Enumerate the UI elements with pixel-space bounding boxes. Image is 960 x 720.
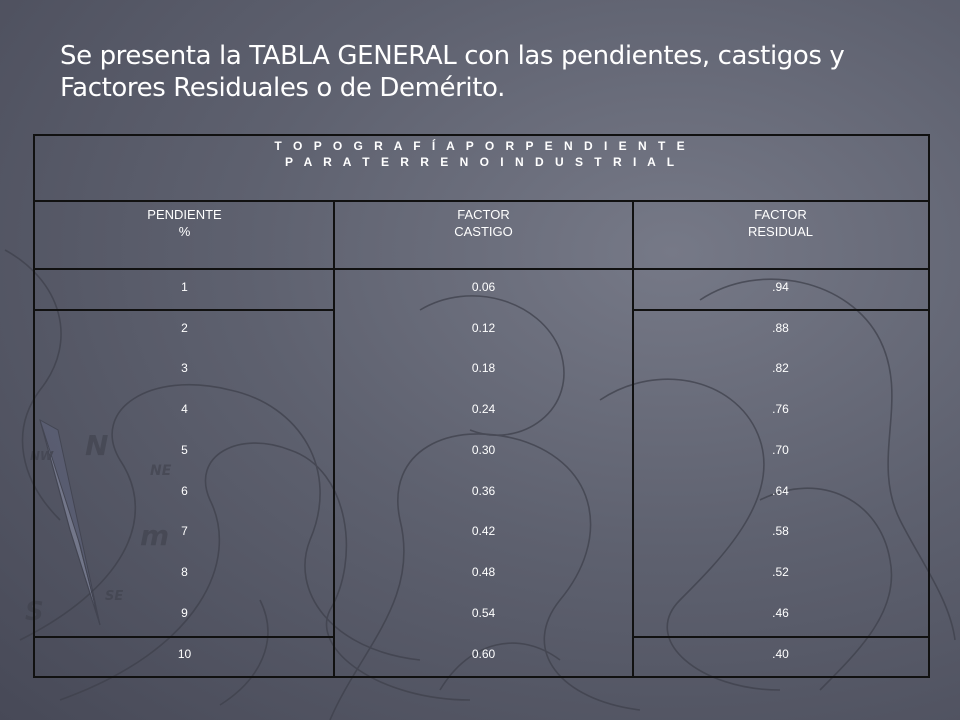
cell-pendiente: 1 bbox=[181, 280, 188, 294]
table-header-line2: P A R A T E R R E N O I N D U S T R I A L bbox=[284, 155, 679, 169]
col-header-pendiente-line1: PENDIENTE bbox=[147, 207, 222, 222]
compass-n-label: N bbox=[85, 429, 109, 462]
cell-castigo: 0.54 bbox=[471, 606, 496, 620]
cell-pendiente: 6 bbox=[181, 484, 188, 498]
cell-residual: .82 bbox=[772, 361, 789, 375]
cell-pendiente: 4 bbox=[181, 402, 188, 416]
compass-ne-label: NE bbox=[150, 463, 172, 479]
cell-castigo: 0.42 bbox=[471, 524, 496, 538]
row-rule-before-last-left bbox=[35, 636, 333, 638]
cell-pendiente: 2 bbox=[181, 321, 188, 335]
col-header-castigo-line1: FACTOR bbox=[457, 207, 510, 222]
cell-pendiente: 7 bbox=[181, 524, 188, 538]
row-rule-after-row1-right bbox=[634, 309, 928, 311]
col-header-pendiente-line2: % bbox=[178, 224, 191, 239]
cell-pendiente: 8 bbox=[181, 565, 188, 579]
cell-residual: .64 bbox=[772, 484, 789, 498]
row-rule-after-headers bbox=[35, 268, 928, 270]
cell-pendiente: 9 bbox=[181, 606, 188, 620]
row-rule-before-last-right bbox=[634, 636, 928, 638]
col-header-castigo bbox=[334, 202, 633, 270]
cell-castigo: 0.36 bbox=[471, 484, 496, 498]
cell-residual: .40 bbox=[772, 647, 789, 661]
col-header-residual bbox=[633, 202, 928, 270]
cell-residual: .52 bbox=[772, 565, 789, 579]
compass-m-label: m bbox=[140, 519, 170, 552]
table-header bbox=[35, 136, 928, 202]
column-divider-2 bbox=[632, 202, 634, 676]
row-rule-after-row1-left bbox=[35, 309, 333, 311]
column-divider-1 bbox=[333, 202, 335, 676]
col-header-castigo-line2: CASTIGO bbox=[454, 224, 513, 239]
cell-castigo: 0.24 bbox=[471, 402, 496, 416]
cell-castigo: 0.60 bbox=[471, 647, 496, 661]
cell-residual: .70 bbox=[772, 443, 789, 457]
cell-castigo: 0.30 bbox=[471, 443, 496, 457]
col-header-residual-line2: RESIDUAL bbox=[747, 224, 814, 239]
compass-nw-label: NW bbox=[30, 449, 54, 463]
table-header-line1: T O P O G R A F Í A P O R P E N D I E N T E bbox=[274, 139, 689, 153]
col-header-residual-line1: FACTOR bbox=[754, 207, 807, 222]
cell-residual: .88 bbox=[772, 321, 789, 335]
cell-pendiente: 5 bbox=[181, 443, 188, 457]
cell-pendiente: 3 bbox=[181, 361, 188, 375]
cell-residual: .46 bbox=[772, 606, 789, 620]
cell-pendiente: 10 bbox=[177, 647, 192, 661]
cell-residual: .58 bbox=[772, 524, 789, 538]
slide-title: Se presenta la TABLA GENERAL con las pendientes, castigos y Factores Residuales o de Demérito. bbox=[60, 41, 845, 103]
slope-table bbox=[33, 134, 930, 678]
compass-s-label: S bbox=[25, 597, 44, 627]
cell-castigo: 0.12 bbox=[471, 321, 496, 335]
col-header-pendiente bbox=[35, 202, 334, 270]
cell-residual: .94 bbox=[772, 280, 789, 294]
cell-castigo: 0.18 bbox=[471, 361, 496, 375]
cell-residual: .76 bbox=[772, 402, 789, 416]
cell-castigo: 0.48 bbox=[471, 565, 496, 579]
cell-castigo: 0.06 bbox=[471, 280, 496, 294]
compass-se-label: SE bbox=[105, 589, 124, 604]
